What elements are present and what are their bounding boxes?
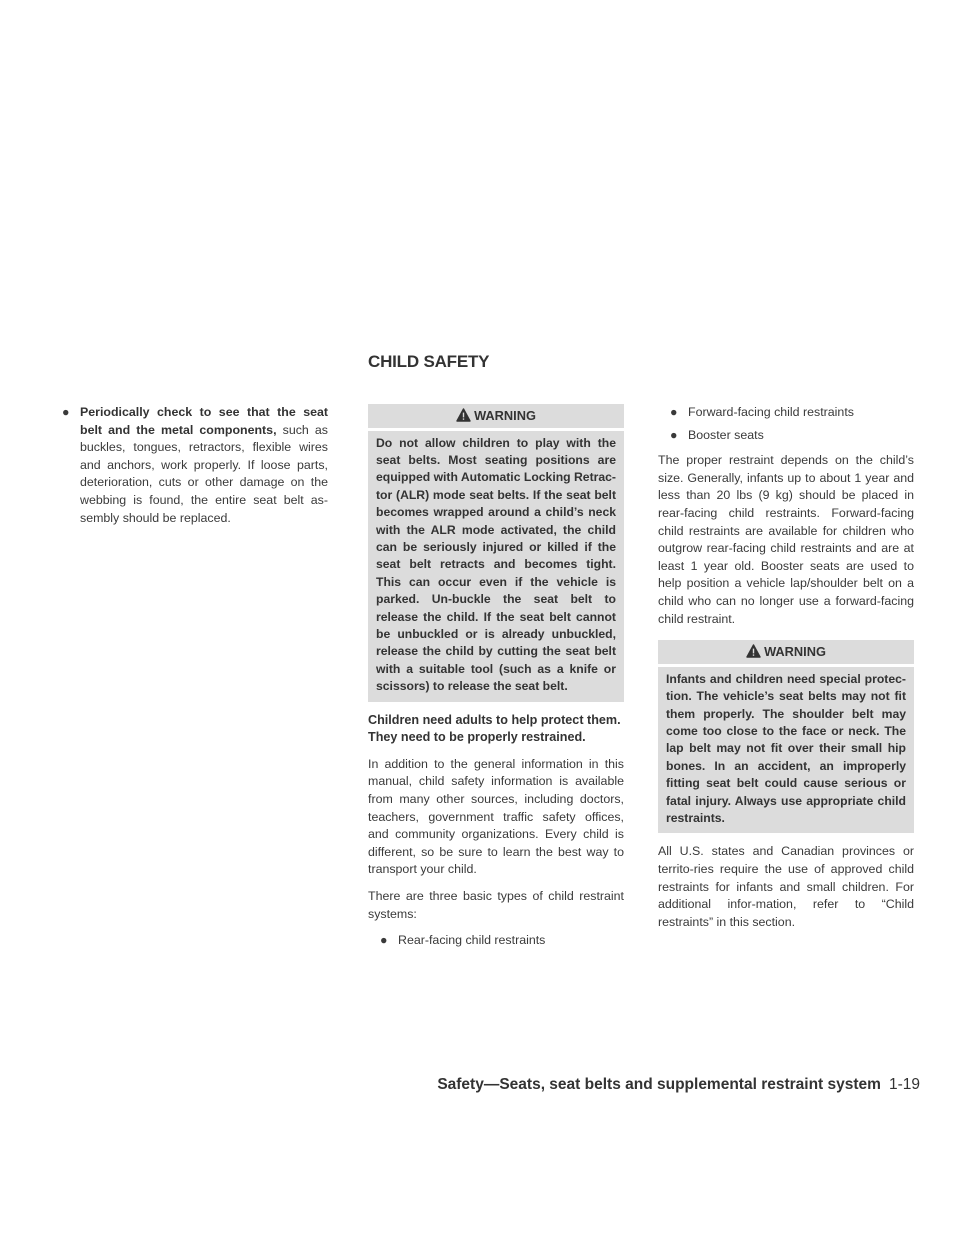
page-footer — [420, 1076, 920, 1094]
list-item-text: Forward-facing child restraints — [688, 405, 854, 419]
warning-title: WARNING — [474, 408, 536, 423]
list-item-text: Rear-facing child restraints — [398, 933, 546, 948]
column-1 — [62, 404, 328, 527]
warning-box — [658, 640, 914, 833]
warning-header — [658, 640, 914, 667]
paragraph: All U.S. states and Canadian provinces or territo-ries require the use of approved child restraints for infants and small children. For additional infor-mation, refer to “Child restraints” in this section. — [658, 844, 914, 929]
bullet-text: such as buckles, tongues, retractors, flexible wires and anchors, work properly. If loose parts, deterioration, cuts or other damage on the webbing is found, the entire seat belt as-sembly should be replaced. — [80, 422, 328, 525]
column-2 — [368, 404, 624, 950]
footer-title: Safety—Seats, seat belts and supplemental restraint system — [437, 1076, 881, 1093]
warning-text: Infants and children need special protec-tion. The vehicle’s seat belts may not fit them properly. The shoulder belt may come too close to the face or neck. The lap belt may not fit over their small hip bones. In an accident, an improperly fitting seat belt could cause serious or fatal injury. Always use appropriate child restraints. — [666, 671, 906, 825]
column-3 — [658, 404, 914, 940]
warning-triangle-icon — [456, 408, 471, 422]
list-item — [368, 932, 624, 950]
list-item — [658, 427, 914, 445]
section-title: CHILD SAFETY — [368, 352, 490, 371]
paragraph: The proper restraint depends on the child’s size. Generally, infants up to about 1 year and less than 20 lbs (9 kg) should be placed in rear-facing child restraints. Forward-facing child restraints are available for children who outgrow rear-facing child restraints and are at least 1 year old. Booster seats are used to help position a vehicle lap/shoulder belt on a child who can no longer use a forward-facing child restraint. — [658, 453, 914, 626]
page-number: 1-19 — [888, 1076, 920, 1093]
bullet-bold-text: Periodically check to see that the seat belt and the metal components, — [80, 405, 328, 437]
warning-triangle-icon — [746, 644, 761, 658]
list-item — [658, 404, 914, 422]
bullet-icon: ● — [670, 427, 678, 442]
warning-box — [368, 404, 624, 702]
warning-title: WARNING — [764, 644, 826, 660]
bullet-icon: ● — [670, 405, 678, 419]
list-item-text: Booster seats — [688, 427, 764, 442]
list-item — [62, 404, 328, 527]
paragraph: There are three basic types of child restraint systems: — [368, 889, 624, 921]
paragraph: In addition to the general information in this manual, child safety information is available from many other sources, including doctors, teachers, government traffic safety offices, and community organizations. Every child is different, so be sure to learn the best way to transport your child. — [368, 756, 624, 877]
subheading: Children need adults to help protect them. They need to be properly restrained. — [368, 712, 621, 745]
warning-text: Do not allow children to play with the seat belts. Most seating positions are equipped with Automatic Locking Retrac-tor (ALR) mode seat belts. If the seat belt becomes wrapped around a child’s neck with the ALR mode activated, the child can be seriously injured or killed if the seat belt retracts and becomes tight. This can occur even if the vehicle is parked. Un-buckle the seat belt to release the child. If the seat belt cannot be unbuckled or is already unbuckled, release the child by cutting the seat belt with a suitable tool (such as a knife or scissors) to release the seat belt. — [376, 435, 616, 694]
warning-header — [368, 404, 624, 431]
bullet-icon: ● — [380, 933, 388, 948]
bullet-icon: ● — [62, 405, 70, 419]
